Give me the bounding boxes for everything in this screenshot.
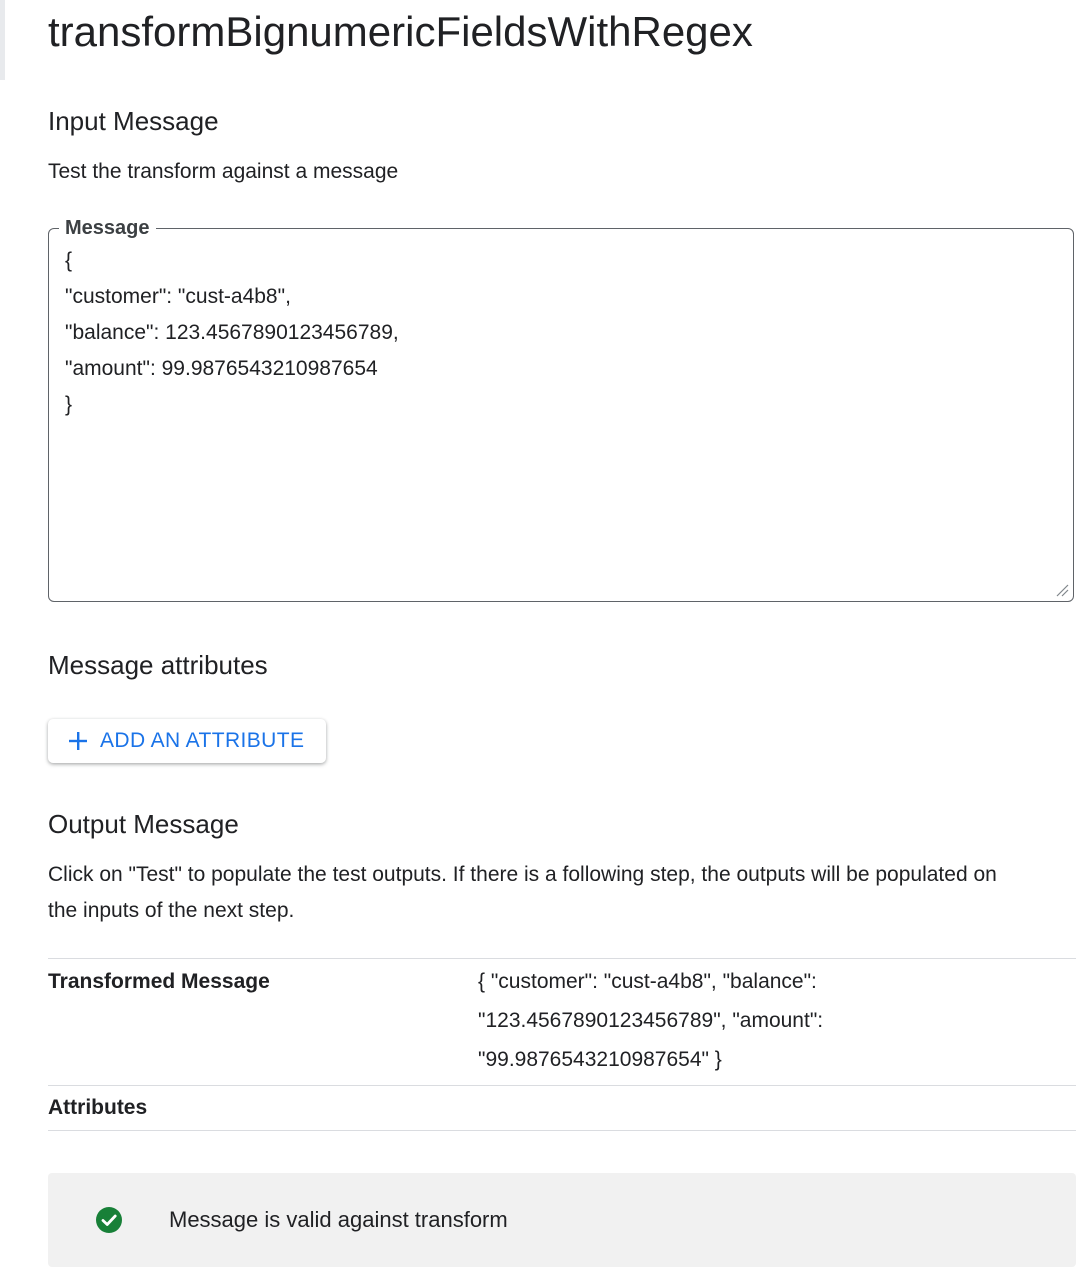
output-row-key: Transformed Message [48, 970, 270, 993]
output-message-description: Click on "Test" to populate the test outputs. If there is a following step, the outputs will be populated on the inputs of the next step. [48, 863, 997, 922]
message-field-label: Message [59, 216, 156, 240]
output-row-transformed-message [48, 958, 1076, 1086]
add-attribute-button-label: ADD AN ATTRIBUTE [100, 729, 305, 752]
output-row-value: { "customer": "cust-a4b8", "balance": "123.4567890123456789", "amount": "99.9876543210987654" } [478, 970, 824, 1071]
validation-status-banner [48, 1173, 1076, 1267]
message-textarea[interactable]: { "customer": "cust-a4b8", "balance": 123.4567890123456789, "amount": 99.9876543210987654 } [65, 249, 399, 416]
plus-icon [66, 729, 90, 753]
output-row-key: Attributes [48, 1096, 148, 1119]
message-attributes-heading: Message attributes [48, 650, 268, 680]
output-message-heading: Output Message [48, 809, 239, 839]
left-rail [0, 0, 5, 80]
validation-status-text: Message is valid against transform [169, 1207, 508, 1232]
page-title: transformBignumericFieldsWithRegex [48, 8, 753, 55]
resize-handle-icon[interactable] [1055, 583, 1069, 597]
input-message-description: Test the transform against a message [48, 160, 399, 183]
output-row-attributes [48, 1085, 1076, 1131]
input-message-heading: Input Message [48, 106, 219, 136]
add-attribute-button[interactable] [48, 719, 326, 763]
message-field[interactable] [48, 217, 1074, 602]
check-circle-icon [96, 1207, 122, 1233]
